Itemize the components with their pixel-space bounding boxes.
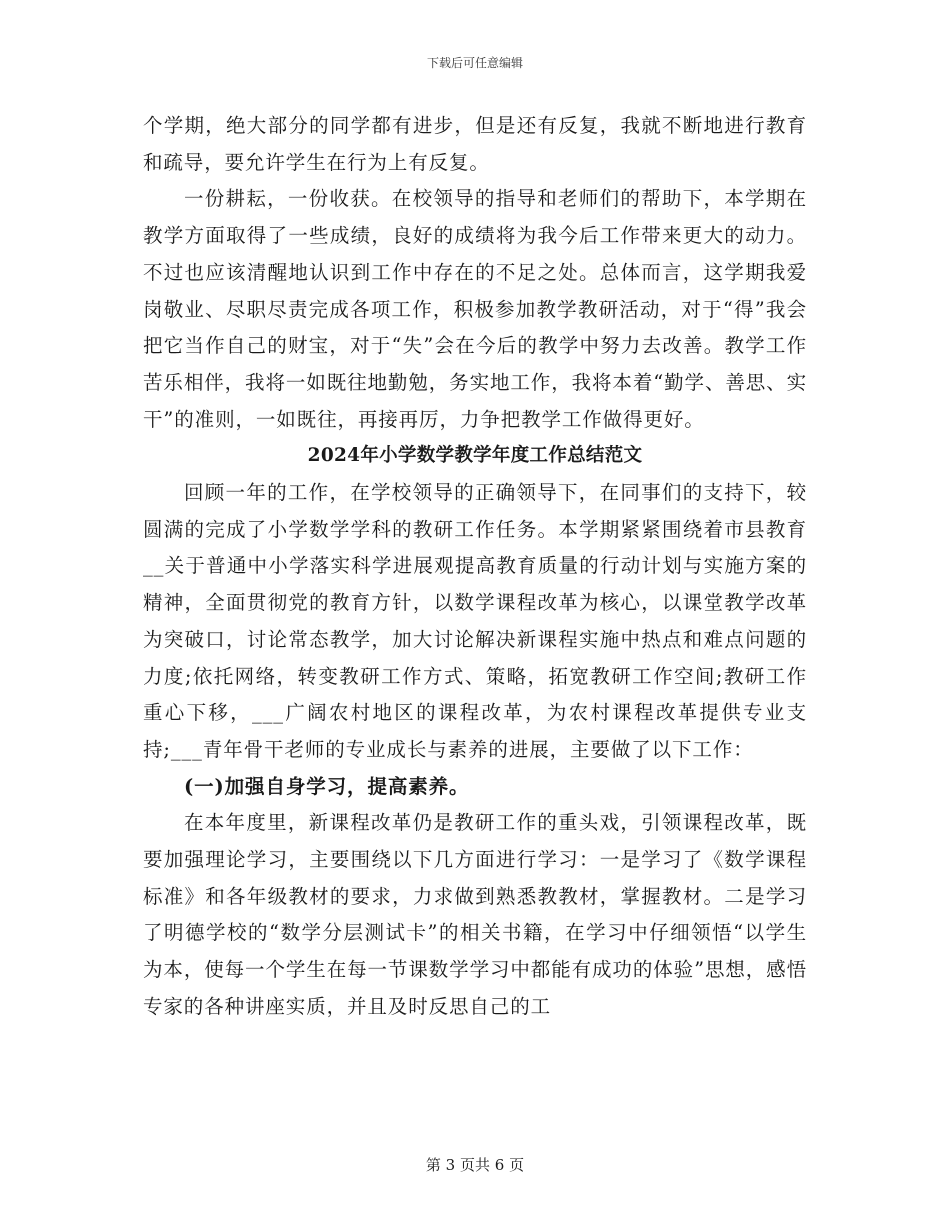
page-header: 下载后可任意编辑 xyxy=(426,56,523,70)
document-title: 2024年小学数学教学年度工作总结范文 xyxy=(307,445,643,467)
paragraph-continuation: 个学期，绝大部分的同学都有进步，但是还有反复，我就不断地进行教育和疏导，要允许学生在行为上有反复。 xyxy=(143,114,807,174)
section-heading: (一)加强自身学习，提高素养。 xyxy=(184,774,470,798)
document-body xyxy=(143,108,807,1026)
page-number: 第 3 页共 6 页 xyxy=(425,1156,525,1174)
paragraph-reflection: 一份耕耘，一份收获。在校领导的指导和老师们的帮助下，本学期在教学方面取得了一些成绩，良好的成绩将为我今后工作带来更大的动力。不过也应该清醒地认识到工作中存在的不足之处。总体而言，这学期我爱岗敬业、尽职尽责完成各项工作，积极参加教学教研活动，对于“得”我会把它当作自己的财宝，对于“失”会在今后的教学中努力去改善。教学工作苦乐相伴，我将一如既往地勤勉，务实地工作，我将本着“勤学、善思、实干”的准则，一如既往，再接再厉，力争把教学工作做得更好。 xyxy=(143,187,807,431)
paragraph-review: 回顾一年的工作，在学校领导的正确领导下，在同事们的支持下，较圆满的完成了小学数学学科的教研工作任务。本学期紧紧围绕着市县教育__关于普通中小学落实科学进展观提高教育质量的行动计划与实施方案的精神，全面贯彻党的教育方针，以数学课程改革为核心，以课堂教学改革为突破口，讨论常态教学，加大讨论解决新课程实施中热点和难点问题的力度;依托网络，转变教研工作方式、策略，拓宽教研工作空间;教研工作重心下移，___广阔农村地区的课程改革，为农村课程改革提供专业支持;___青年骨干老师的专业成长与素养的进展，主要做了以下工作： xyxy=(143,481,807,761)
paragraph-study: 在本年度里，新课程改革仍是教研工作的重头戏，引领课程改革，既要加强理论学习，主要围绕以下几方面进行学习：一是学习了《数学课程标准》和各年级教材的要求，力求做到熟悉教教材，掌握教材。二是学习了明德学校的“数学分层测试卡”的相关书籍，在学习中仔细领悟“以学生为本，使每一个学生在每一节课数学学习中都能有成功的体验”思想，感悟专家的各种讲座实质，并且及时反思自己的工 xyxy=(143,811,807,1018)
